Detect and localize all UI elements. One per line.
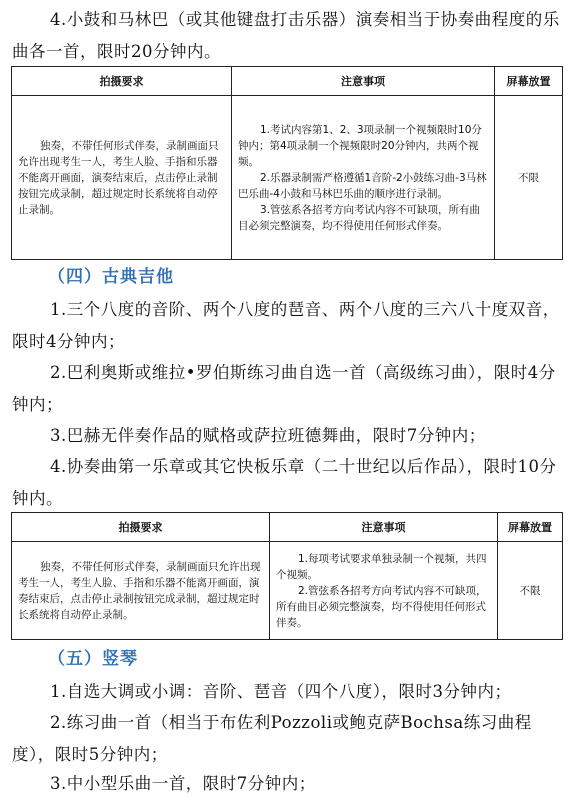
header-notes: 注意事项 (270, 513, 498, 542)
header-screen-placement: 屏幕放置 (498, 513, 563, 542)
note-3: 3.管弦系各招考方向考试内容不可缺项，所有曲目必须完整演奏，均不得使用任何形式伴奏。 (238, 203, 481, 232)
requirements-table-percussion (11, 66, 563, 260)
note-2: 2.乐器录制需严格遵循1音阶-2小鼓练习曲-3马林巴乐曲-4小鼓和马林巴乐曲的顺序进行录制。 (238, 171, 487, 200)
table-header-row (12, 67, 563, 96)
table-row (12, 96, 563, 260)
header-shooting-requirements: 拍摄要求 (12, 67, 232, 96)
list-item: 3.中小型乐曲一首，限时7分钟内； (50, 774, 316, 793)
list-item: 4.协奏曲第一乐章或其它快板乐章（二十世纪以后作品），限时10分钟内。 (12, 457, 557, 508)
note-1: 1.考试内容第1、2、3项录制一个视频限时10分钟内；第4项录制一个视频限时20分钟内，共两个视频。 (238, 123, 482, 168)
cell-notes (270, 542, 498, 640)
cell-screen: 不限 (498, 542, 563, 640)
table-header-row (12, 513, 563, 542)
list-item: 2.巴利奥斯或维拉•罗伯斯练习曲自选一首（高级练习曲），限时4分钟内； (12, 363, 556, 414)
table-row (12, 542, 563, 640)
note-1: 1.每项考试要求单独录制一个视频，共四个视频。 (276, 552, 487, 581)
list-item: 1.自选大调或小调：音阶、琶音（四个八度），限时3分钟内； (50, 682, 512, 701)
cell-requirements: 独奏，不带任何形式伴奏，录制画面只允许出现考生一人，考生人脸、手指和乐器不能离开画面，演奏结束后，点击停止录制按钮完成录制，超过规定时长系统将自动停止录制。 (12, 96, 232, 260)
note-2: 2.管弦系各招考方向考试内容不可缺项，所有曲目必须完整演奏，均不得使用任何形式伴奏。 (276, 584, 487, 629)
list-item: 2.练习曲一首（相当于布佐利Pozzoli或鲍克萨Bochsa练习曲程度），限时5分钟内； (12, 713, 532, 764)
list-item: 1.三个八度的音阶、两个八度的琶音、两个八度的三六八十度双音，限时4分钟内； (12, 300, 560, 351)
list-item: 3.巴赫无伴奏作品的赋格或萨拉班德舞曲，限时7分钟内； (50, 426, 486, 445)
requirements-table-guitar (11, 512, 563, 640)
header-notes: 注意事项 (232, 67, 495, 96)
cell-screen: 不限 (495, 96, 563, 260)
header-screen-placement: 屏幕放置 (495, 67, 563, 96)
header-shooting-requirements: 拍摄要求 (12, 513, 270, 542)
cell-notes (232, 96, 495, 260)
section-heading-classical-guitar: （四）古典吉他 (48, 267, 174, 287)
cell-requirements: 独奏，不带任何形式伴奏，录制画面只允许出现考生一人，考生人脸、手指和乐器不能离开画面，演奏结束后，点击停止录制按钮完成录制，超过规定时长系统将自动停止录制。 (12, 542, 270, 640)
item-4-percussion: 4.小鼓和马林巴（或其他键盘打击乐器）演奏相当于协奏曲程度的乐曲各一首，限时20分钟内。 (12, 10, 560, 61)
section-heading-harp: （五）竖琴 (48, 649, 138, 669)
